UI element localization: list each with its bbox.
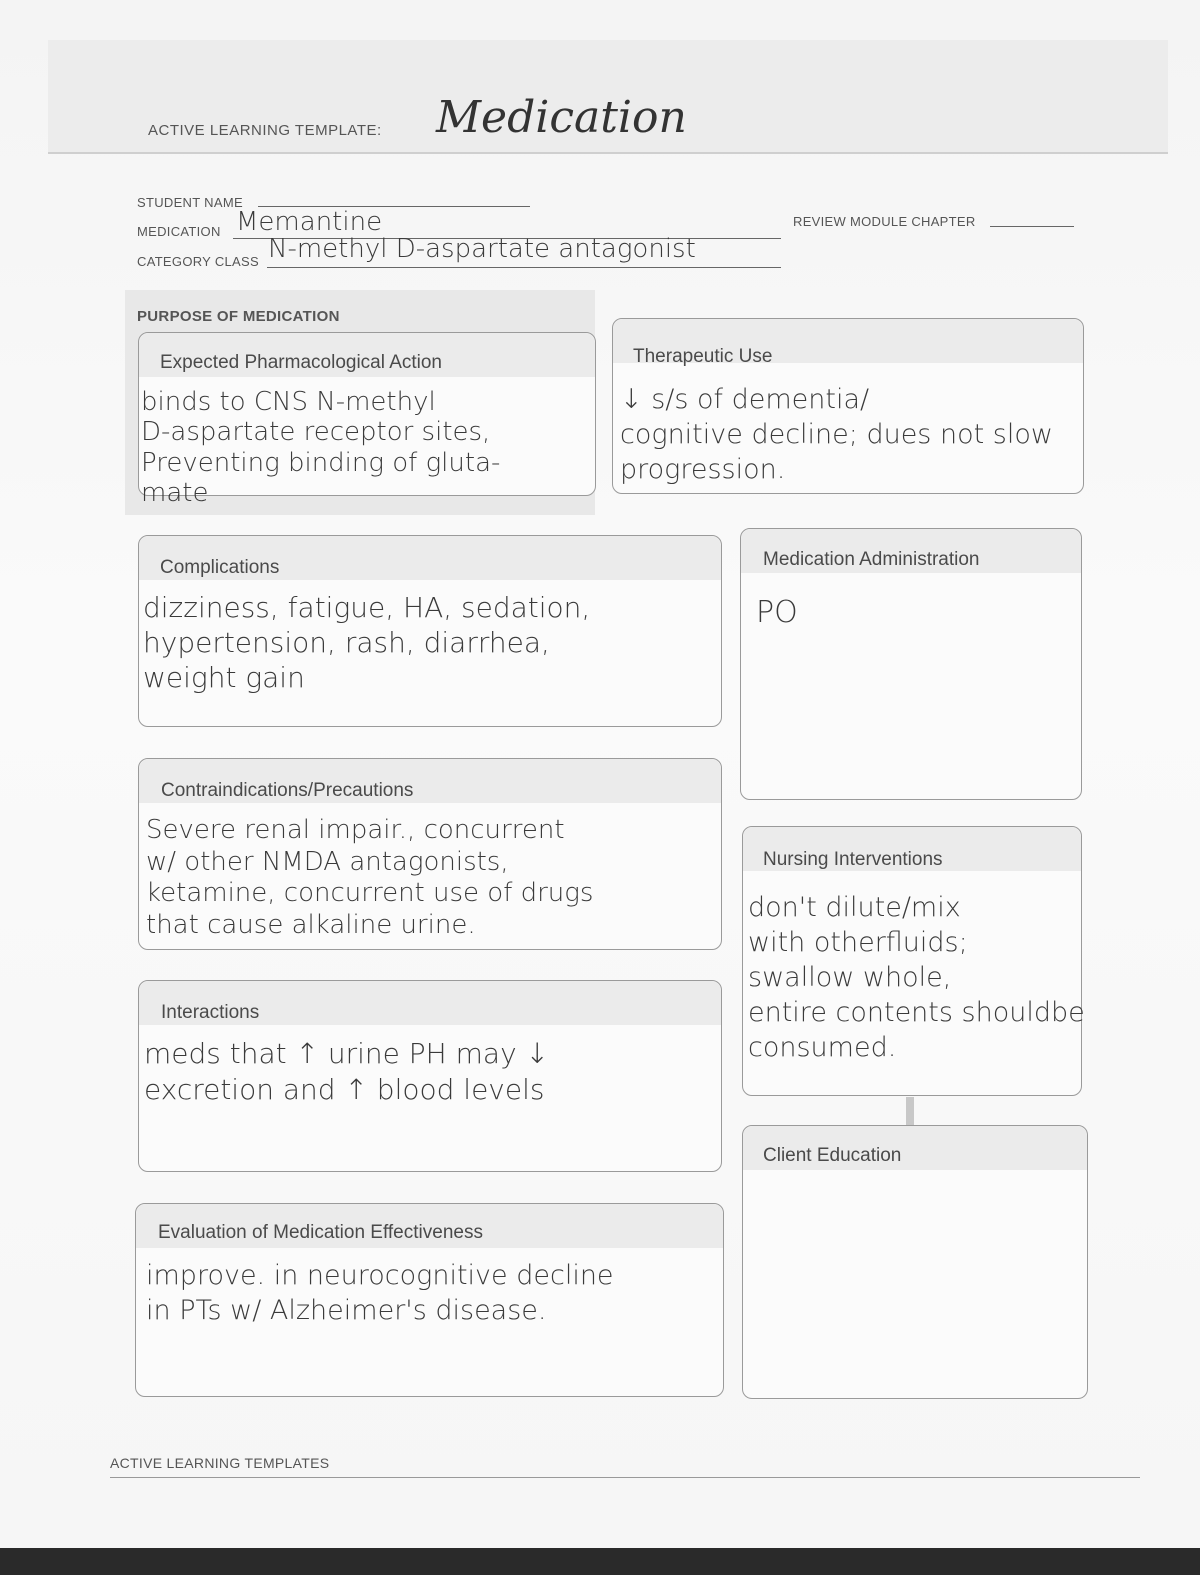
therapeutic-use-text: ↓ s/s of dementia/ cognitive decline; dues not slow progression. (620, 384, 1053, 486)
background-edge (0, 1548, 1200, 1575)
pharm-action-title: Expected Pharmacological Action (160, 352, 442, 373)
footer-divider (110, 1477, 1140, 1478)
evaluation-text: improve. in neurocognitive decline in PTs w/ Alzheimer's disease. (146, 1260, 614, 1327)
medication-label: MEDICATION (137, 224, 221, 239)
contraindications-title: Contraindications/Precautions (161, 780, 414, 801)
connector-line (906, 1097, 914, 1125)
template-label: ACTIVE LEARNING TEMPLATE: (148, 122, 382, 139)
purpose-label: PURPOSE OF MEDICATION (137, 308, 340, 325)
review-module-label: REVIEW MODULE CHAPTER (793, 214, 976, 229)
category-label: CATEGORY CLASS (137, 254, 259, 269)
administration-title: Medication Administration (763, 549, 980, 570)
student-name-label: STUDENT NAME (137, 195, 243, 210)
footer-label: ACTIVE LEARNING TEMPLATES (110, 1455, 330, 1471)
category-field[interactable] (267, 267, 781, 268)
template-title: Medication (436, 92, 687, 143)
complications-title: Complications (160, 557, 280, 578)
medication-value: Memantine (236, 207, 383, 237)
administration-text: PO (756, 595, 798, 630)
nursing-title: Nursing Interventions (763, 849, 943, 870)
nursing-text: don't dilute/mix with otherfluids; swallow whole, entire contents shouldbe consumed. (748, 892, 1085, 1064)
client-education-box (742, 1125, 1088, 1399)
review-module-field[interactable] (990, 226, 1074, 227)
pharm-action-text: binds to CNS N-methyl D-aspartate receptor sites, Preventing binding of gluta- mate (141, 387, 501, 509)
complications-text: dizziness, fatigue, HA, sedation, hypertension, rash, diarrhea, weight gain (143, 591, 591, 694)
administration-box (740, 528, 1082, 800)
interactions-title: Interactions (161, 1002, 260, 1023)
evaluation-title: Evaluation of Medication Effectiveness (158, 1222, 483, 1243)
client-education-title: Client Education (763, 1145, 902, 1166)
category-value: N-methyl D-aspartate antagonist (268, 234, 696, 264)
therapeutic-use-title: Therapeutic Use (633, 346, 773, 367)
interactions-text: meds that ↑ urine PH may ↓ excretion and ↑ blood levels (144, 1037, 550, 1107)
contraindications-text: Severe renal impair., concurrent w/ other NMDA antagonists, ketamine, concurrent use of drugs that cause alkaline urine. (146, 815, 594, 941)
